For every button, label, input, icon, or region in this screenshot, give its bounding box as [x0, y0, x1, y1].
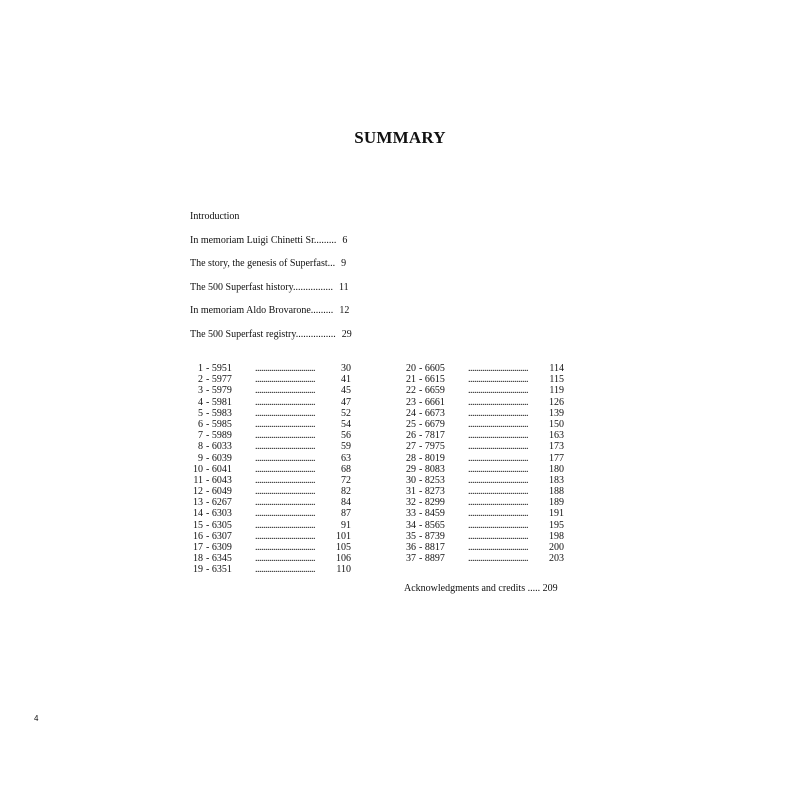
toc-entry[interactable] [190, 282, 390, 306]
leader-dots: .............................. [468, 497, 528, 509]
toc-entry-label: The 500 Superfast registry................ [190, 328, 336, 340]
chassis-number: - 8565 [419, 519, 445, 531]
registry-number: 24 [406, 407, 416, 419]
toc-entry-label: In memoriam Aldo Brovarone......... [190, 305, 334, 316]
page-reference: 30 [341, 363, 351, 374]
registry-row[interactable] [404, 441, 564, 452]
page-reference: 110 [336, 564, 351, 576]
chassis-number: - 8739 [419, 530, 445, 542]
chassis-number: - 6033 [206, 441, 232, 453]
leader-dots: .............................. [255, 363, 315, 374]
registry-number: 25 [406, 418, 416, 430]
leader-dots: .............................. [255, 441, 315, 453]
page-reference: 87 [341, 508, 351, 520]
registry-row[interactable] [404, 520, 564, 531]
page-reference: 54 [341, 418, 351, 430]
leader-dots: .............................. [255, 508, 315, 520]
leader-dots: .............................. [468, 530, 528, 542]
chassis-number: - 8897 [419, 553, 445, 565]
toc-entry[interactable] [190, 258, 390, 282]
registry-row[interactable] [191, 363, 351, 374]
registry-row[interactable] [191, 564, 351, 575]
registry-number: 30 [406, 474, 416, 486]
leader-dots: .............................. [255, 553, 315, 565]
registry-number: 5 [198, 407, 203, 419]
page-reference: 180 [549, 463, 564, 475]
chassis-number: - 6307 [206, 530, 232, 542]
registry-number: 33 [406, 508, 416, 520]
page-reference: 203 [549, 553, 564, 565]
registry-number: 36 [406, 542, 416, 553]
toc-entry-label: The story, the genesis of Superfast... [190, 258, 336, 269]
page-reference: 41 [341, 374, 351, 386]
leader-dots: .............................. [468, 519, 528, 531]
page-reference: 183 [549, 474, 564, 486]
leader-dots: .............................. [255, 396, 315, 408]
page-reference: 101 [336, 530, 351, 542]
registry-number: 29 [406, 463, 416, 475]
registry-row[interactable] [191, 542, 351, 553]
leader-dots: .............................. [468, 363, 528, 374]
page-reference: 195 [549, 519, 564, 531]
toc-entry-label: The 500 Superfast history................ [190, 281, 333, 293]
registry-row[interactable] [191, 553, 351, 564]
registry-row[interactable] [191, 520, 351, 531]
registry-number: 23 [406, 396, 416, 408]
chassis-number: - 7817 [419, 430, 445, 442]
chassis-number: - 6039 [206, 452, 232, 464]
leader-dots: .............................. [468, 486, 528, 498]
leader-dots: .............................. [255, 564, 315, 576]
leader-dots: .............................. [255, 474, 315, 486]
toc-entry[interactable] [190, 329, 390, 353]
registry-number: 17 [193, 542, 203, 553]
page-reference: 177 [549, 452, 564, 464]
registry-number: 27 [406, 441, 416, 453]
registry-row[interactable] [191, 531, 351, 542]
leader-dots: .............................. [255, 519, 315, 531]
toc-entry-page: 6 [342, 234, 348, 246]
page-reference: 114 [549, 363, 564, 374]
leader-dots: .............................. [255, 418, 315, 430]
leader-dots: .............................. [468, 430, 528, 442]
registry-number: 9 [198, 452, 203, 464]
page-reference: 191 [549, 508, 564, 520]
toc-entry-page: 29 [341, 328, 352, 340]
chassis-number: - 6049 [206, 486, 232, 498]
leader-dots: .............................. [468, 463, 528, 475]
registry-row[interactable] [404, 397, 564, 408]
leader-dots: .............................. [468, 441, 528, 453]
leader-dots: .............................. [255, 530, 315, 542]
leader-dots: .............................. [255, 486, 315, 498]
leader-dots: .............................. [468, 542, 528, 553]
leader-dots: .............................. [255, 407, 315, 419]
toc-entry[interactable] [190, 305, 390, 329]
page-reference: 189 [549, 497, 564, 509]
leader-dots: .............................. [255, 452, 315, 464]
registry-row[interactable] [191, 385, 351, 396]
leader-dots: .............................. [468, 385, 528, 397]
leader-dots: .............................. [468, 553, 528, 565]
registry-row[interactable] [404, 419, 564, 430]
chassis-number: - 6351 [206, 564, 232, 576]
registry-list-left [191, 363, 351, 576]
registry-number: 19 [193, 564, 203, 576]
leader-dots: .............................. [468, 418, 528, 430]
registry-number: 12 [193, 486, 203, 498]
registry-number: 32 [406, 497, 416, 509]
toc-entry-acknowledgments[interactable] [404, 583, 558, 594]
registry-row[interactable] [191, 441, 351, 452]
chassis-number: - 6615 [419, 374, 445, 386]
registry-number: 37 [406, 553, 416, 565]
page-reference: 52 [341, 407, 351, 419]
page-reference: 200 [549, 542, 564, 553]
chassis-number: - 6659 [419, 385, 445, 397]
chassis-number: - 6679 [419, 418, 445, 430]
page-reference: 68 [341, 463, 351, 475]
registry-row[interactable] [404, 430, 564, 441]
registry-number: 6 [198, 418, 203, 430]
chassis-number: - 8817 [419, 542, 445, 553]
registry-row[interactable] [191, 497, 351, 508]
leader-dots: .............................. [468, 474, 528, 486]
toc-entry[interactable] [190, 235, 390, 259]
chassis-number: - 6043 [206, 474, 232, 486]
registry-row[interactable] [191, 430, 351, 441]
toc-entry-page: 209 [542, 583, 558, 594]
page-reference: 198 [549, 530, 564, 542]
chassis-number: - 6661 [419, 396, 445, 408]
chassis-number: - 6345 [206, 553, 232, 565]
chassis-number: - 5981 [206, 396, 232, 408]
registry-number: 31 [406, 486, 416, 498]
registry-number: 28 [406, 452, 416, 464]
chassis-number: - 6305 [206, 519, 232, 531]
page-reference: 119 [549, 385, 564, 397]
registry-number: 22 [406, 385, 416, 397]
page-reference: 84 [341, 497, 351, 509]
leader-dots: .............................. [468, 396, 528, 408]
registry-row[interactable] [191, 508, 351, 519]
registry-row[interactable] [404, 363, 564, 374]
registry-row[interactable] [191, 453, 351, 464]
registry-row[interactable] [404, 508, 564, 519]
registry-number: 18 [193, 553, 203, 565]
chassis-number: - 8253 [419, 474, 445, 486]
registry-number: 11 [193, 474, 203, 486]
registry-row[interactable] [191, 464, 351, 475]
registry-row[interactable] [191, 397, 351, 408]
leader-dots: .............................. [255, 463, 315, 475]
registry-row[interactable] [404, 464, 564, 475]
chassis-number: - 6309 [206, 542, 232, 553]
chassis-number: - 7975 [419, 441, 445, 453]
registry-row[interactable] [404, 408, 564, 419]
page-reference: 105 [336, 542, 351, 553]
registry-row[interactable] [191, 475, 351, 486]
page-reference: 47 [341, 396, 351, 408]
page-reference: 115 [549, 374, 564, 386]
registry-number: 2 [198, 374, 203, 386]
registry-row[interactable] [191, 408, 351, 419]
page-reference: 173 [549, 441, 564, 453]
chassis-number: - 5951 [206, 363, 232, 374]
registry-row[interactable] [404, 453, 564, 464]
page-reference: 59 [341, 441, 351, 453]
toc-entry-label: In memoriam Luigi Chinetti Sr......... [190, 234, 337, 246]
page-title: SUMMARY [354, 128, 446, 147]
leader-dots: .............................. [468, 452, 528, 464]
registry-row[interactable] [404, 553, 564, 564]
registry-number: 4 [198, 396, 203, 408]
page-number: 4 [34, 714, 39, 723]
chassis-number: - 6303 [206, 508, 232, 520]
chassis-number: - 5977 [206, 374, 232, 386]
chassis-number: - 6605 [419, 363, 445, 374]
intro-section [190, 211, 390, 352]
page-reference: 91 [341, 519, 351, 531]
registry-row[interactable] [191, 374, 351, 385]
chassis-number: - 5983 [206, 407, 232, 419]
chassis-number: - 8299 [419, 497, 445, 509]
registry-number: 1 [198, 363, 203, 374]
registry-row[interactable] [191, 419, 351, 430]
page-reference: 188 [549, 486, 564, 498]
leader-dots: .............................. [255, 385, 315, 397]
registry-number: 10 [193, 463, 203, 475]
chassis-number: - 8273 [419, 486, 445, 498]
page-reference: 106 [336, 553, 351, 565]
page-reference: 126 [549, 396, 564, 408]
intro-heading: Introduction [190, 211, 240, 222]
chassis-number: - 6673 [419, 407, 445, 419]
registry-row[interactable] [191, 486, 351, 497]
chassis-number: - 6041 [206, 463, 232, 475]
registry-row[interactable] [404, 374, 564, 385]
registry-number: 26 [406, 430, 416, 442]
toc-entry-page: 12 [339, 305, 350, 316]
leader-dots: .............................. [468, 508, 528, 520]
chassis-number: - 8083 [419, 463, 445, 475]
registry-number: 13 [193, 497, 203, 509]
chassis-number: - 5985 [206, 418, 232, 430]
chassis-number: - 6267 [206, 497, 232, 509]
leader-dots: .............................. [255, 497, 315, 509]
page-reference: 139 [549, 407, 564, 419]
registry-number: 16 [193, 530, 203, 542]
page-reference: 150 [549, 418, 564, 430]
registry-row[interactable] [404, 531, 564, 542]
chassis-number: - 5989 [206, 430, 232, 442]
registry-number: 20 [406, 363, 416, 374]
registry-number: 21 [406, 374, 416, 386]
page-reference: 163 [549, 430, 564, 442]
registry-number: 35 [406, 530, 416, 542]
registry-number: 7 [198, 430, 203, 442]
leader-dots: .............................. [468, 374, 528, 386]
toc-entry-label: Acknowledgments and credits ..... [404, 583, 541, 594]
registry-row[interactable] [404, 497, 564, 508]
registry-number: 34 [406, 519, 416, 531]
chassis-number: - 8019 [419, 452, 445, 464]
registry-row[interactable] [404, 385, 564, 396]
toc-entry-page: 9 [341, 258, 347, 269]
toc-entry-page: 11 [338, 281, 349, 293]
leader-dots: .............................. [468, 407, 528, 419]
registry-list-right [404, 363, 564, 564]
page-reference: 82 [341, 486, 351, 498]
leader-dots: .............................. [255, 430, 315, 442]
registry-number: 14 [193, 508, 203, 520]
page-reference: 56 [341, 430, 351, 442]
registry-number: 3 [198, 385, 203, 397]
page-reference: 72 [341, 474, 351, 486]
chassis-number: - 8459 [419, 508, 445, 520]
leader-dots: .............................. [255, 542, 315, 553]
leader-dots: .............................. [255, 374, 315, 386]
registry-row[interactable] [404, 542, 564, 553]
page-reference: 63 [341, 452, 351, 464]
page-reference: 45 [341, 385, 351, 397]
chassis-number: - 5979 [206, 385, 232, 397]
registry-row[interactable] [404, 475, 564, 486]
registry-number: 15 [193, 519, 203, 531]
registry-number: 8 [198, 441, 203, 453]
registry-row[interactable] [404, 486, 564, 497]
